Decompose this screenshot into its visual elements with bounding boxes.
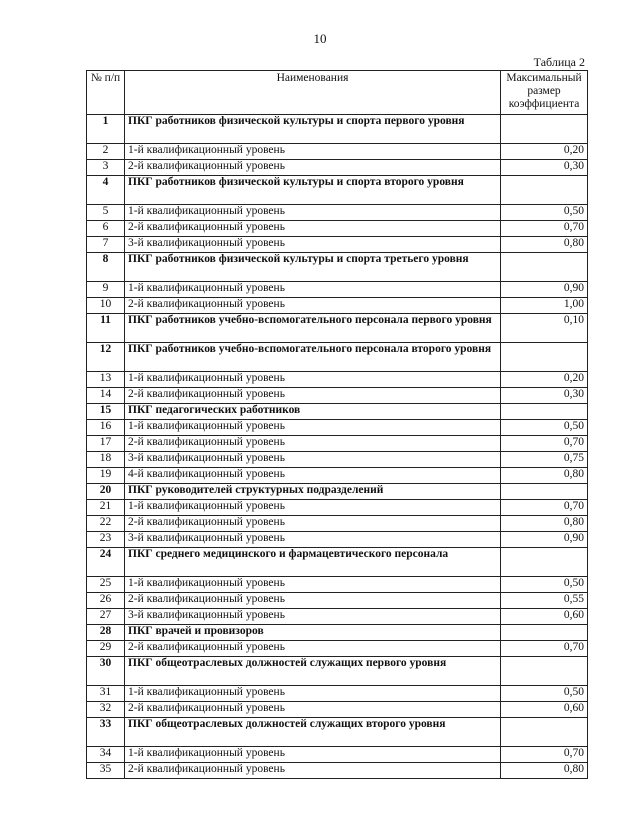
row-coefficient: 0,70	[501, 221, 588, 237]
row-name: 4-й квалификационный уровень	[125, 468, 501, 484]
row-coefficient	[501, 718, 588, 747]
row-name: 2-й квалификационный уровень	[125, 388, 501, 404]
row-coefficient: 0,70	[501, 436, 588, 452]
row-name: ПКГ педагогических работников	[125, 404, 501, 420]
table-row	[87, 144, 588, 160]
row-name: ПКГ работников физической культуры и спорта второго уровня	[125, 176, 501, 205]
row-coefficient: 0,10	[501, 314, 588, 343]
row-number: 8	[87, 253, 125, 282]
row-number: 35	[87, 763, 125, 779]
row-name: ПКГ общеотраслевых должностей служащих первого уровня	[125, 657, 501, 686]
row-number: 22	[87, 516, 125, 532]
row-name: ПКГ работников физической культуры и спорта третьего уровня	[125, 253, 501, 282]
row-coefficient: 0,80	[501, 468, 588, 484]
coefficient-table	[86, 70, 588, 779]
row-coefficient: 0,60	[501, 702, 588, 718]
row-number: 6	[87, 221, 125, 237]
header-num: № п/п	[87, 71, 125, 115]
row-name: 3-й квалификационный уровень	[125, 452, 501, 468]
table-group-row	[87, 314, 588, 343]
row-name: ПКГ среднего медицинского и фармацевтического персонала	[125, 548, 501, 577]
row-number: 27	[87, 609, 125, 625]
row-number: 19	[87, 468, 125, 484]
table-row	[87, 221, 588, 237]
row-number: 28	[87, 625, 125, 641]
row-coefficient: 0,50	[501, 577, 588, 593]
row-name: 1-й квалификационный уровень	[125, 747, 501, 763]
row-name: 1-й квалификационный уровень	[125, 205, 501, 221]
row-name: 1-й квалификационный уровень	[125, 144, 501, 160]
row-name: 2-й квалификационный уровень	[125, 763, 501, 779]
row-number: 32	[87, 702, 125, 718]
row-coefficient: 0,80	[501, 516, 588, 532]
table-row	[87, 702, 588, 718]
row-coefficient: 0,70	[501, 747, 588, 763]
row-coefficient	[501, 404, 588, 420]
table-row	[87, 763, 588, 779]
row-name: 2-й квалификационный уровень	[125, 298, 501, 314]
row-name: 1-й квалификационный уровень	[125, 500, 501, 516]
row-number: 25	[87, 577, 125, 593]
table-row	[87, 298, 588, 314]
row-coefficient	[501, 484, 588, 500]
row-name: 1-й квалификационный уровень	[125, 282, 501, 298]
table-row	[87, 205, 588, 221]
table-row	[87, 516, 588, 532]
row-coefficient	[501, 548, 588, 577]
table-group-row	[87, 404, 588, 420]
table-row	[87, 282, 588, 298]
table-group-row	[87, 718, 588, 747]
table-row	[87, 160, 588, 176]
row-number: 16	[87, 420, 125, 436]
row-coefficient: 1,00	[501, 298, 588, 314]
row-name: 1-й квалификационный уровень	[125, 372, 501, 388]
row-number: 34	[87, 747, 125, 763]
row-number: 17	[87, 436, 125, 452]
table-row	[87, 500, 588, 516]
row-coefficient: 0,50	[501, 205, 588, 221]
row-number: 23	[87, 532, 125, 548]
header-coef: Максимальный размер коэффициента	[501, 71, 588, 115]
page-number: 10	[313, 31, 327, 46]
row-number: 18	[87, 452, 125, 468]
table-group-row	[87, 253, 588, 282]
row-number: 1	[87, 115, 125, 144]
row-coefficient: 0,30	[501, 160, 588, 176]
table-row	[87, 577, 588, 593]
table-group-row	[87, 484, 588, 500]
table-row	[87, 747, 588, 763]
table-group-row	[87, 176, 588, 205]
row-number: 7	[87, 237, 125, 253]
table-row	[87, 593, 588, 609]
row-name: 1-й квалификационный уровень	[125, 577, 501, 593]
header-name: Наименования	[125, 71, 501, 115]
row-number: 26	[87, 593, 125, 609]
row-number: 2	[87, 144, 125, 160]
row-coefficient	[501, 115, 588, 144]
table-row	[87, 372, 588, 388]
row-coefficient: 0,70	[501, 500, 588, 516]
table-row	[87, 609, 588, 625]
row-name: 1-й квалификационный уровень	[125, 420, 501, 436]
table-body	[87, 115, 588, 779]
row-name: ПКГ руководителей структурных подразделений	[125, 484, 501, 500]
row-coefficient: 0,30	[501, 388, 588, 404]
table-row	[87, 237, 588, 253]
row-coefficient: 0,80	[501, 763, 588, 779]
row-name: ПКГ работников учебно-вспомогательного персонала первого уровня	[125, 314, 501, 343]
row-coefficient: 0,70	[501, 641, 588, 657]
row-name: 3-й квалификационный уровень	[125, 609, 501, 625]
row-name: ПКГ работников учебно-вспомогательного персонала второго уровня	[125, 343, 501, 372]
row-number: 21	[87, 500, 125, 516]
row-coefficient	[501, 253, 588, 282]
row-coefficient: 0,60	[501, 609, 588, 625]
table-row	[87, 532, 588, 548]
row-number: 11	[87, 314, 125, 343]
row-number: 9	[87, 282, 125, 298]
row-number: 15	[87, 404, 125, 420]
row-number: 5	[87, 205, 125, 221]
row-coefficient: 0,90	[501, 532, 588, 548]
row-coefficient: 0,75	[501, 452, 588, 468]
row-number: 3	[87, 160, 125, 176]
table-row	[87, 468, 588, 484]
row-number: 24	[87, 548, 125, 577]
table-group-row	[87, 343, 588, 372]
row-name: 1-й квалификационный уровень	[125, 686, 501, 702]
table-group-row	[87, 115, 588, 144]
row-number: 33	[87, 718, 125, 747]
row-name: 3-й квалификационный уровень	[125, 532, 501, 548]
table-row	[87, 686, 588, 702]
row-number: 12	[87, 343, 125, 372]
row-coefficient: 0,55	[501, 593, 588, 609]
table-row	[87, 420, 588, 436]
row-number: 13	[87, 372, 125, 388]
row-coefficient: 0,20	[501, 144, 588, 160]
table-group-row	[87, 657, 588, 686]
row-number: 29	[87, 641, 125, 657]
row-coefficient: 0,50	[501, 420, 588, 436]
table-caption: Таблица 2	[533, 55, 585, 69]
table-group-row	[87, 548, 588, 577]
table-header-row	[87, 71, 588, 115]
row-name: 2-й квалификационный уровень	[125, 593, 501, 609]
row-coefficient	[501, 625, 588, 641]
row-number: 14	[87, 388, 125, 404]
row-name: ПКГ общеотраслевых должностей служащих второго уровня	[125, 718, 501, 747]
table-row	[87, 452, 588, 468]
row-number: 4	[87, 176, 125, 205]
row-name: 3-й квалификационный уровень	[125, 237, 501, 253]
row-number: 10	[87, 298, 125, 314]
table-row	[87, 388, 588, 404]
row-coefficient	[501, 176, 588, 205]
table-row	[87, 436, 588, 452]
table-row	[87, 641, 588, 657]
row-coefficient: 0,20	[501, 372, 588, 388]
row-coefficient: 0,90	[501, 282, 588, 298]
row-name: 2-й квалификационный уровень	[125, 702, 501, 718]
row-name: 2-й квалификационный уровень	[125, 436, 501, 452]
table-group-row	[87, 625, 588, 641]
row-number: 30	[87, 657, 125, 686]
row-name: 2-й квалификационный уровень	[125, 221, 501, 237]
row-number: 31	[87, 686, 125, 702]
row-coefficient: 0,50	[501, 686, 588, 702]
row-name: 2-й квалификационный уровень	[125, 160, 501, 176]
row-coefficient	[501, 657, 588, 686]
row-coefficient: 0,80	[501, 237, 588, 253]
row-name: 2-й квалификационный уровень	[125, 516, 501, 532]
row-name: 2-й квалификационный уровень	[125, 641, 501, 657]
row-number: 20	[87, 484, 125, 500]
row-name: ПКГ врачей и провизоров	[125, 625, 501, 641]
row-name: ПКГ работников физической культуры и спорта первого уровня	[125, 115, 501, 144]
row-coefficient	[501, 343, 588, 372]
